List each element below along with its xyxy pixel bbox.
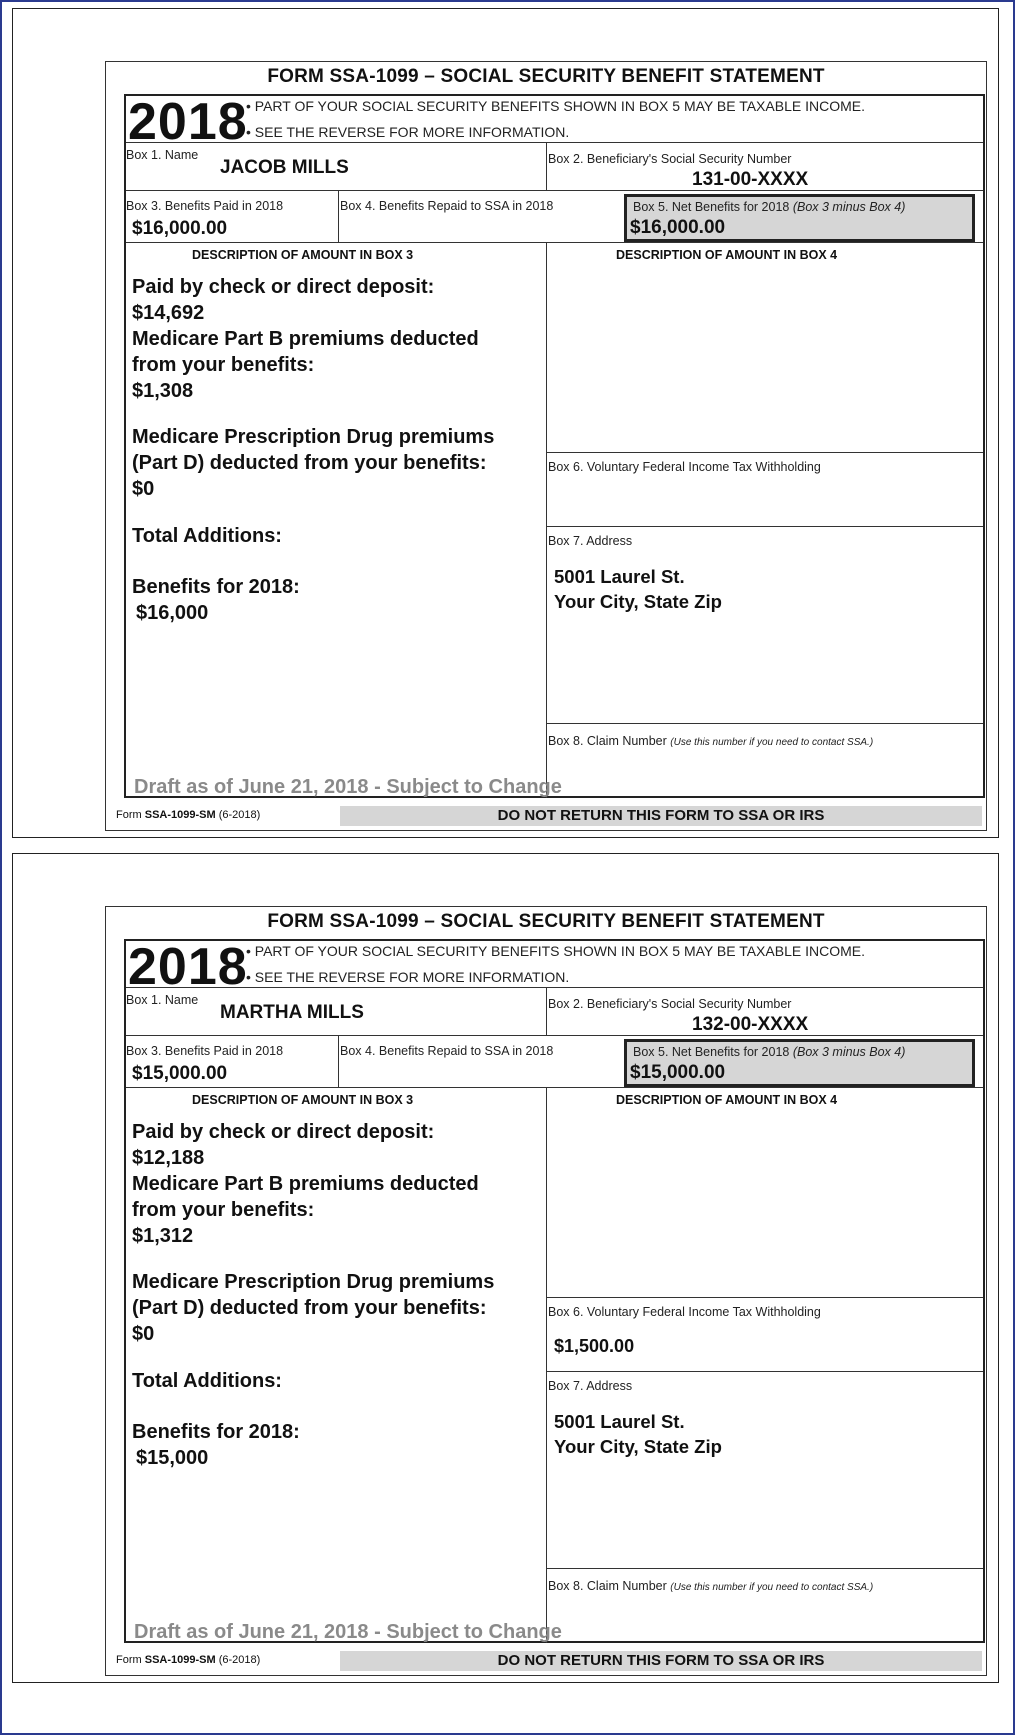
divider bbox=[546, 242, 547, 798]
divider bbox=[546, 526, 983, 527]
notice-taxable: • PART OF YOUR SOCIAL SECURITY BENEFITS SHOWN IN BOX 5 MAY BE TAXABLE INCOME. bbox=[246, 98, 865, 114]
medicare-d-label-2: (Part D) deducted from your benefits: bbox=[132, 452, 487, 474]
box5-net-benefits bbox=[624, 194, 975, 242]
benefits-year-label: Benefits for 2018: bbox=[132, 1421, 300, 1443]
box6-label: Box 6. Voluntary Federal Income Tax Withholding bbox=[548, 460, 821, 474]
benefits-year-value: $15,000 bbox=[136, 1447, 209, 1469]
divider bbox=[126, 142, 983, 143]
notice-reverse: • SEE THE REVERSE FOR MORE INFORMATION. bbox=[246, 124, 570, 140]
divider bbox=[546, 452, 983, 453]
box5-note: (Box 3 minus Box 4) bbox=[792, 1045, 906, 1059]
form-number bbox=[116, 1654, 260, 1666]
total-additions-label: Total Additions: bbox=[132, 1370, 282, 1392]
divider bbox=[126, 1035, 983, 1036]
box3-label: Box 3. Benefits Paid in 2018 bbox=[126, 199, 284, 213]
benefit-statement-card-1 bbox=[12, 8, 999, 838]
box5-label-text: Box 5. Net Benefits for 2018 bbox=[633, 200, 790, 214]
notice-taxable: • PART OF YOUR SOCIAL SECURITY BENEFITS SHOWN IN BOX 5 MAY BE TAXABLE INCOME. bbox=[246, 943, 865, 959]
medicare-b-label-2: from your benefits: bbox=[132, 1199, 315, 1221]
benefit-statement-card-2 bbox=[12, 853, 999, 1683]
box4-description-heading: DESCRIPTION OF AMOUNT IN BOX 4 bbox=[616, 1093, 838, 1107]
ssn-value: 131-00-XXXX bbox=[692, 169, 809, 190]
divider bbox=[126, 190, 983, 191]
medicare-d-value: $0 bbox=[132, 478, 155, 500]
box3-description-heading: DESCRIPTION OF AMOUNT IN BOX 3 bbox=[192, 1093, 414, 1107]
medicare-b-label-1: Medicare Part B premiums deducted bbox=[132, 328, 479, 350]
box8-note: (Use this number if you need to contact SSA.) bbox=[670, 1582, 874, 1593]
form-prefix: Form bbox=[116, 809, 142, 821]
box5-label-text: Box 5. Net Benefits for 2018 bbox=[633, 1045, 790, 1059]
form-number bbox=[116, 809, 260, 821]
box4-label: Box 4. Benefits Repaid to SSA in 2018 bbox=[340, 1044, 554, 1058]
paid-label: Paid by check or direct deposit: bbox=[132, 1121, 435, 1143]
divider bbox=[338, 190, 339, 242]
box2-label: Box 2. Beneficiary's Social Security Number bbox=[548, 152, 792, 166]
tax-year: 2018 bbox=[128, 93, 248, 151]
box2-label: Box 2. Beneficiary's Social Security Number bbox=[548, 997, 792, 1011]
net-benefits-value: $16,000.00 bbox=[630, 217, 726, 238]
medicare-d-value: $0 bbox=[132, 1323, 155, 1345]
do-not-return-banner bbox=[340, 806, 982, 826]
paid-value: $12,188 bbox=[132, 1147, 205, 1169]
total-additions-label: Total Additions: bbox=[132, 525, 282, 547]
form-title: FORM SSA-1099 – SOCIAL SECURITY BENEFIT STATEMENT bbox=[267, 911, 825, 932]
divider bbox=[546, 1568, 983, 1569]
medicare-b-label-2: from your benefits: bbox=[132, 354, 315, 376]
medicare-d-label-1: Medicare Prescription Drug premiums bbox=[132, 1271, 495, 1293]
box8-label-text: Box 8. Claim Number bbox=[548, 1579, 667, 1593]
box5-label bbox=[633, 1045, 905, 1059]
ssa-1099-form bbox=[105, 906, 987, 1676]
address-line-2: Your City, State Zip bbox=[554, 1436, 722, 1457]
tax-year: 2018 bbox=[128, 938, 248, 996]
form-date: (6-2018) bbox=[218, 809, 261, 821]
box3-label: Box 3. Benefits Paid in 2018 bbox=[126, 1044, 284, 1058]
withholding-value: $1,500.00 bbox=[554, 1336, 635, 1356]
divider bbox=[546, 1297, 983, 1298]
medicare-b-label-1: Medicare Part B premiums deducted bbox=[132, 1173, 479, 1195]
ssa-1099-form bbox=[105, 61, 987, 831]
benefits-year-label: Benefits for 2018: bbox=[132, 576, 300, 598]
medicare-d-label-2: (Part D) deducted from your benefits: bbox=[132, 1297, 487, 1319]
notice-reverse: • SEE THE REVERSE FOR MORE INFORMATION. bbox=[246, 969, 570, 985]
do-not-return-text: DO NOT RETURN THIS FORM TO SSA OR IRS bbox=[497, 1652, 825, 1669]
box4-label: Box 4. Benefits Repaid to SSA in 2018 bbox=[340, 199, 554, 213]
box8-note: (Use this number if you need to contact SSA.) bbox=[670, 737, 874, 748]
form-id: SSA-1099-SM bbox=[144, 1654, 216, 1666]
paid-value: $14,692 bbox=[132, 302, 205, 324]
form-id: SSA-1099-SM bbox=[144, 809, 216, 821]
address-line-1: 5001 Laurel St. bbox=[554, 1411, 685, 1432]
form-title: FORM SSA-1099 – SOCIAL SECURITY BENEFIT STATEMENT bbox=[267, 66, 825, 87]
benefits-paid-value: $15,000.00 bbox=[132, 1063, 228, 1084]
divider bbox=[126, 242, 983, 243]
box8-label bbox=[548, 1579, 873, 1593]
medicare-d-label-1: Medicare Prescription Drug premiums bbox=[132, 426, 495, 448]
box5-note: (Box 3 minus Box 4) bbox=[792, 200, 906, 214]
box8-label-text: Box 8. Claim Number bbox=[548, 734, 667, 748]
address-line-1: 5001 Laurel St. bbox=[554, 566, 685, 587]
form-prefix: Form bbox=[116, 1654, 142, 1666]
divider bbox=[546, 987, 547, 1035]
form-date: (6-2018) bbox=[218, 1654, 261, 1666]
medicare-b-value: $1,312 bbox=[132, 1225, 194, 1247]
divider bbox=[546, 1371, 983, 1372]
box6-label: Box 6. Voluntary Federal Income Tax Withholding bbox=[548, 1305, 821, 1319]
box8-label bbox=[548, 734, 873, 748]
box4-description-heading: DESCRIPTION OF AMOUNT IN BOX 4 bbox=[616, 248, 838, 262]
benefits-paid-value: $16,000.00 bbox=[132, 218, 228, 239]
box1-label: Box 1. Name bbox=[126, 148, 199, 162]
box1-label: Box 1. Name bbox=[126, 993, 199, 1007]
draft-watermark: Draft as of June 21, 2018 - Subject to Change bbox=[134, 776, 562, 798]
divider bbox=[126, 1087, 983, 1088]
box7-label: Box 7. Address bbox=[548, 534, 633, 548]
divider bbox=[546, 142, 547, 190]
do-not-return-text: DO NOT RETURN THIS FORM TO SSA OR IRS bbox=[497, 807, 825, 824]
draft-watermark: Draft as of June 21, 2018 - Subject to Change bbox=[134, 1621, 562, 1643]
box7-label: Box 7. Address bbox=[548, 1379, 633, 1393]
net-benefits-value: $15,000.00 bbox=[630, 1062, 726, 1083]
divider bbox=[546, 1087, 547, 1643]
form-body bbox=[124, 94, 985, 798]
medicare-b-value: $1,308 bbox=[132, 380, 194, 402]
divider bbox=[338, 1035, 339, 1087]
do-not-return-banner bbox=[340, 1651, 982, 1671]
divider bbox=[126, 987, 983, 988]
box3-description-heading: DESCRIPTION OF AMOUNT IN BOX 3 bbox=[192, 248, 414, 262]
beneficiary-name: MARTHA MILLS bbox=[220, 1002, 364, 1023]
box5-label bbox=[633, 200, 905, 214]
divider bbox=[546, 723, 983, 724]
form-body bbox=[124, 939, 985, 1643]
box5-net-benefits bbox=[624, 1039, 975, 1087]
beneficiary-name: JACOB MILLS bbox=[220, 157, 349, 178]
paid-label: Paid by check or direct deposit: bbox=[132, 276, 435, 298]
ssn-value: 132-00-XXXX bbox=[692, 1014, 809, 1035]
address-line-2: Your City, State Zip bbox=[554, 591, 722, 612]
benefits-year-value: $16,000 bbox=[136, 602, 209, 624]
